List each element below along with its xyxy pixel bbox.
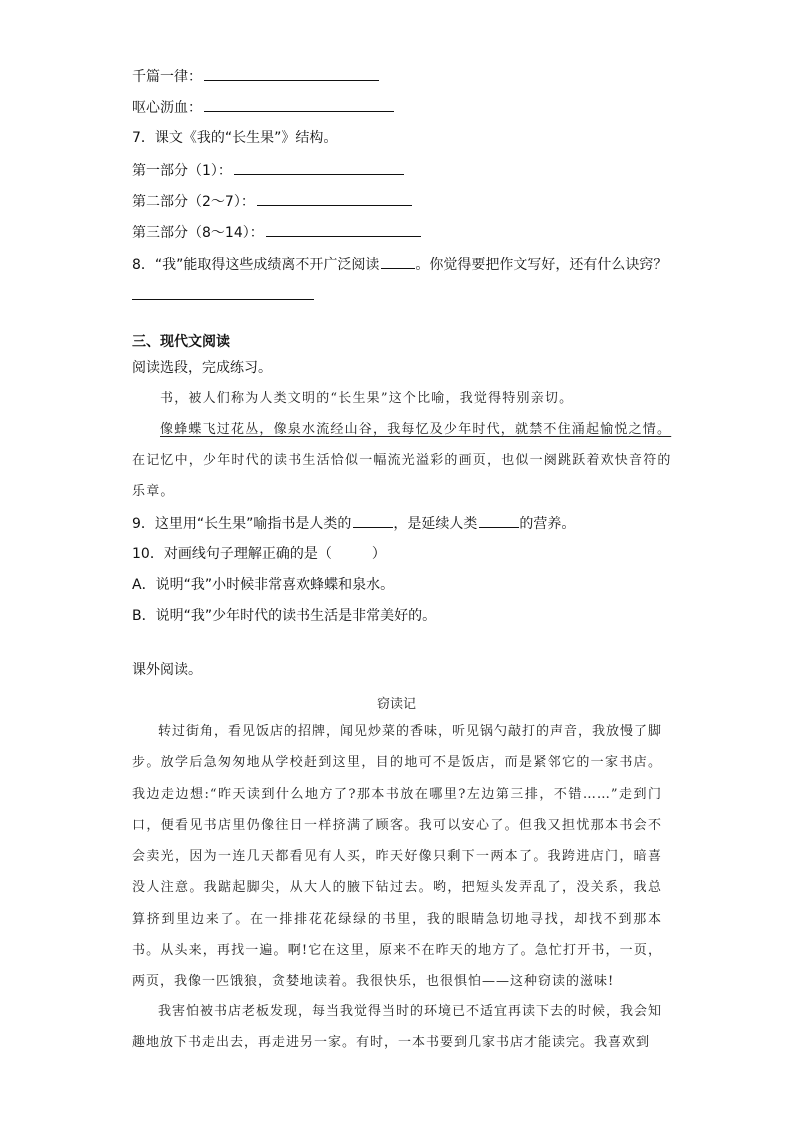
section-heading: 三、现代文阅读 bbox=[132, 334, 230, 350]
question-10: 10．对画线句子理解正确的是（ ） bbox=[132, 546, 386, 562]
extra-reading-label: 课外阅读。 bbox=[132, 662, 202, 678]
answer-blank[interactable] bbox=[381, 254, 415, 269]
answer-blank[interactable] bbox=[204, 97, 394, 112]
answer-blank[interactable] bbox=[266, 222, 421, 237]
question-8-answer-line bbox=[132, 285, 314, 306]
answer-blank[interactable] bbox=[353, 513, 393, 528]
essay-title: 窃读记 bbox=[376, 697, 416, 712]
answer-blank[interactable] bbox=[257, 191, 412, 206]
answer-blank[interactable] bbox=[234, 160, 404, 175]
question-6b: 呕心沥血： bbox=[132, 97, 394, 118]
passage-line: 书，被人们称为人类文明的“长生果”这个比喻，我觉得特别亲切。 bbox=[160, 391, 574, 406]
essay-paragraph: 我害怕被书店老板发现，每当我觉得当时的环境已不适宜再读下去的时候，我会知趣地放下书走出去，再走进另一家。有时，一本书要到几家书店才能读完。我喜欢到 bbox=[132, 1004, 663, 1051]
essay-paragraph: 转过街角，看见饭店的招牌，闻见炒菜的香味，听见锅勺敲打的声音，我放慢了脚步。放学后急匆匆地从学校赶到这里，目的地可不是饭店，而是紧邻它的一家书店。我边走边想:“昨天读到什么地方了?那本书放在哪里?左边第三排，不错……”走到门口，便看见书店里仍像往日一样挤满了顾客。我可以安心了。但我又担忧那本书会不会卖光，因为一连几天都看见有人买，昨天好像只剩下一两本了。我跨进店门，暗喜没人注意。我踮起脚尖，从大人的腋下钻过去。哟，把短头发弄乱了，没关系，我总算挤到里边来了。在一排排花花绿绿的书里，我的眼睛急切地寻找，却找不到那本书。从头来，再找一遍。啊!它在这里，原来不在昨天的地方了。急忙打开书，一页，两页，我像一匹饿狼，贪婪地读着。我很快乐，也很惧怕——这种窃读的滋味! bbox=[132, 724, 663, 990]
passage-line: 在记忆中，少年时代的读书生活恰似一幅流光溢彩的画页，也似一阕跳跃着欢快音符的 bbox=[132, 453, 672, 468]
option-a[interactable]: A．说明“我”小时候非常喜欢蜂蝶和泉水。 bbox=[132, 577, 395, 593]
structure-part-2: 第二部分（2～7）： bbox=[132, 191, 412, 212]
section-instruction: 阅读选段，完成练习。 bbox=[132, 360, 272, 376]
question-9: 9．这里用“长生果”喻指书是人类的 ，是延续人类 的营养。 bbox=[132, 513, 575, 534]
answer-blank[interactable] bbox=[204, 66, 379, 81]
question-8: 8．“我”能取得这些成绩离不开广泛阅读 。你觉得要把作文写好，还有什么诀窍？ bbox=[132, 254, 667, 275]
answer-blank[interactable] bbox=[132, 285, 314, 300]
structure-part-3: 第三部分（8～14）： bbox=[132, 222, 421, 243]
passage-line: 乐章。 bbox=[132, 484, 175, 499]
passage-underlined-sentence: 像蜂蝶飞过花丛，像泉水流经山谷，我每忆及少年时代，就禁不住涌起愉悦之情。 bbox=[160, 422, 672, 437]
structure-part-1: 第一部分（1）： bbox=[132, 160, 404, 181]
question-6a: 千篇一律： bbox=[132, 66, 379, 87]
option-b[interactable]: B．说明“我”少年时代的读书生活是非常美好的。 bbox=[132, 608, 437, 624]
answer-blank[interactable] bbox=[479, 513, 519, 528]
question-7: 7．课文《我的“长生果”》结构。 bbox=[132, 130, 338, 146]
